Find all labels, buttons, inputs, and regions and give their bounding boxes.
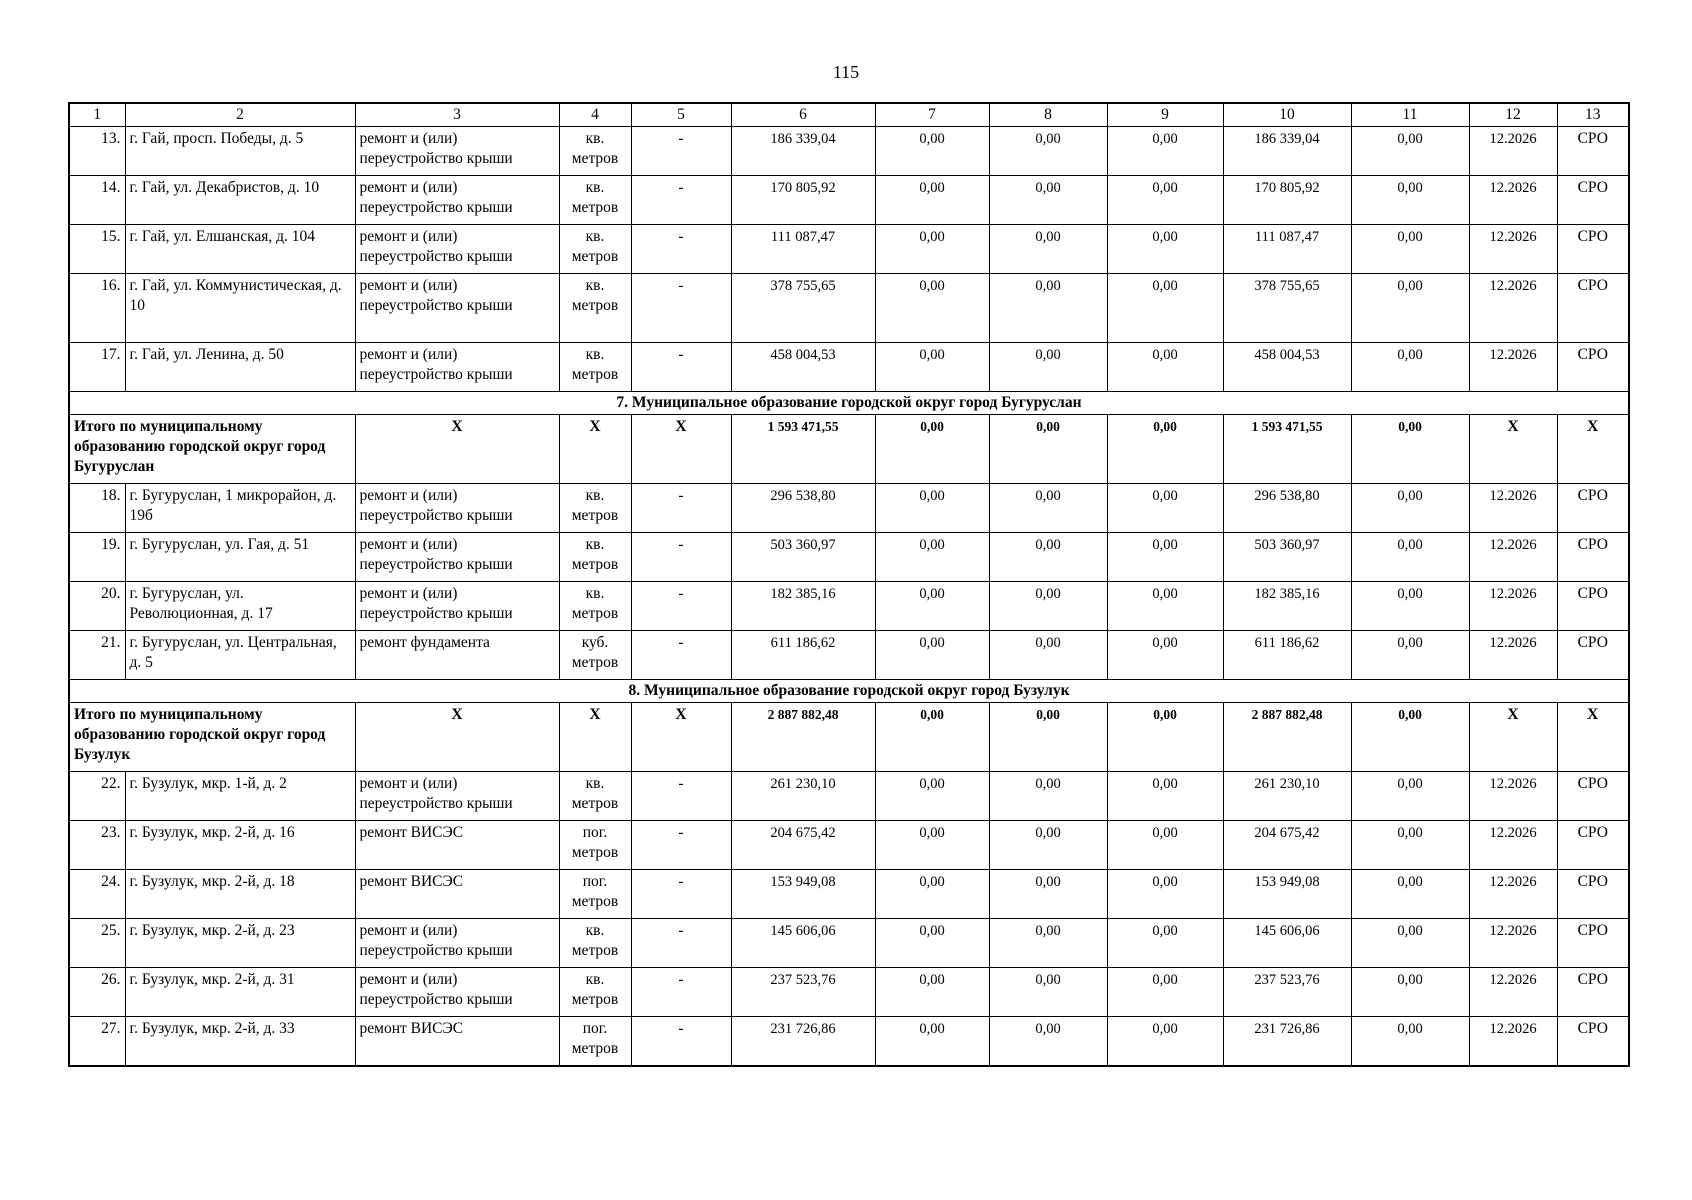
unit-cell: кв. метров	[559, 533, 631, 582]
contractor-cell: СРО	[1557, 484, 1629, 533]
unit-cell: кв. метров	[559, 968, 631, 1017]
unit-cell: кв. метров	[559, 484, 631, 533]
work-type-cell: ремонт и (или) переустройство крыши	[355, 176, 559, 225]
table-row	[69, 919, 1629, 968]
value-cell-8: 0,00	[989, 821, 1107, 870]
value-cell-8: 0,00	[989, 176, 1107, 225]
table-row	[69, 127, 1629, 176]
table-row	[69, 870, 1629, 919]
section-title: 8. Муниципальное образование городской округ город Бузулук	[69, 680, 1629, 703]
column-number: 2	[125, 103, 355, 127]
value-cell-10: 153 949,08	[1223, 870, 1351, 919]
value-cell-8: 0,00	[989, 631, 1107, 680]
section-header-row	[69, 392, 1629, 415]
row-number: 14.	[69, 176, 125, 225]
contractor-cell: СРО	[1557, 127, 1629, 176]
work-type-cell: ремонт и (или) переустройство крыши	[355, 127, 559, 176]
deadline-cell: 12.2026	[1469, 821, 1557, 870]
value-cell-7: 0,00	[875, 1017, 989, 1067]
value-cell-11: 0,00	[1351, 225, 1469, 274]
total-cell-4: X	[559, 415, 631, 484]
value-cell-9: 0,00	[1107, 968, 1223, 1017]
contractor-cell: СРО	[1557, 274, 1629, 343]
address-cell: г. Гай, ул. Декабристов, д. 10	[125, 176, 355, 225]
row-number: 25.	[69, 919, 125, 968]
total-cell-6: 1 593 471,55	[731, 415, 875, 484]
value-cell-9: 0,00	[1107, 821, 1223, 870]
total-row	[69, 415, 1629, 484]
value-cell-6: 145 606,06	[731, 919, 875, 968]
value-cell-7: 0,00	[875, 821, 989, 870]
contractor-cell: СРО	[1557, 343, 1629, 392]
total-cell-10: 1 593 471,55	[1223, 415, 1351, 484]
value-cell-8: 0,00	[989, 274, 1107, 343]
deadline-cell: 12.2026	[1469, 225, 1557, 274]
total-label: Итого по муниципальному образованию городской округ город Бугуруслан	[69, 415, 355, 484]
value-cell-10: 145 606,06	[1223, 919, 1351, 968]
total-cell-5: X	[631, 703, 731, 772]
column-number: 4	[559, 103, 631, 127]
row-number: 24.	[69, 870, 125, 919]
value-cell-11: 0,00	[1351, 582, 1469, 631]
value-cell-5: -	[631, 919, 731, 968]
address-cell: г. Бузулук, мкр. 2-й, д. 16	[125, 821, 355, 870]
value-cell-7: 0,00	[875, 582, 989, 631]
total-cell-13: X	[1557, 415, 1629, 484]
value-cell-6: 503 360,97	[731, 533, 875, 582]
column-number: 12	[1469, 103, 1557, 127]
value-cell-7: 0,00	[875, 533, 989, 582]
address-cell: г. Бузулук, мкр. 2-й, д. 18	[125, 870, 355, 919]
value-cell-5: -	[631, 127, 731, 176]
address-cell: г. Гай, ул. Ленина, д. 50	[125, 343, 355, 392]
unit-cell: кв. метров	[559, 225, 631, 274]
deadline-cell: 12.2026	[1469, 274, 1557, 343]
value-cell-8: 0,00	[989, 870, 1107, 919]
value-cell-11: 0,00	[1351, 127, 1469, 176]
deadline-cell: 12.2026	[1469, 1017, 1557, 1067]
total-cell-4: X	[559, 703, 631, 772]
deadline-cell: 12.2026	[1469, 127, 1557, 176]
work-type-cell: ремонт и (или) переустройство крыши	[355, 343, 559, 392]
row-number: 19.	[69, 533, 125, 582]
value-cell-7: 0,00	[875, 274, 989, 343]
unit-cell: кв. метров	[559, 582, 631, 631]
total-cell-8: 0,00	[989, 415, 1107, 484]
total-cell-3: X	[355, 703, 559, 772]
value-cell-7: 0,00	[875, 968, 989, 1017]
value-cell-8: 0,00	[989, 484, 1107, 533]
value-cell-9: 0,00	[1107, 176, 1223, 225]
work-type-cell: ремонт и (или) переустройство крыши	[355, 274, 559, 343]
value-cell-11: 0,00	[1351, 631, 1469, 680]
value-cell-6: 204 675,42	[731, 821, 875, 870]
table-row	[69, 631, 1629, 680]
value-cell-6: 182 385,16	[731, 582, 875, 631]
total-label: Итого по муниципальному образованию городской округ город Бузулук	[69, 703, 355, 772]
work-type-cell: ремонт и (или) переустройство крыши	[355, 919, 559, 968]
value-cell-9: 0,00	[1107, 225, 1223, 274]
contractor-cell: СРО	[1557, 533, 1629, 582]
value-cell-6: 170 805,92	[731, 176, 875, 225]
contractor-cell: СРО	[1557, 582, 1629, 631]
value-cell-6: 611 186,62	[731, 631, 875, 680]
unit-cell: куб. метров	[559, 631, 631, 680]
value-cell-8: 0,00	[989, 1017, 1107, 1067]
row-number: 13.	[69, 127, 125, 176]
work-type-cell: ремонт и (или) переустройство крыши	[355, 582, 559, 631]
value-cell-8: 0,00	[989, 919, 1107, 968]
value-cell-9: 0,00	[1107, 484, 1223, 533]
table-row	[69, 772, 1629, 821]
unit-cell: кв. метров	[559, 919, 631, 968]
value-cell-11: 0,00	[1351, 821, 1469, 870]
value-cell-10: 458 004,53	[1223, 343, 1351, 392]
work-type-cell: ремонт ВИСЭС	[355, 870, 559, 919]
unit-cell: кв. метров	[559, 343, 631, 392]
value-cell-8: 0,00	[989, 225, 1107, 274]
value-cell-7: 0,00	[875, 772, 989, 821]
row-number: 15.	[69, 225, 125, 274]
value-cell-7: 0,00	[875, 631, 989, 680]
unit-cell: кв. метров	[559, 176, 631, 225]
deadline-cell: 12.2026	[1469, 968, 1557, 1017]
contractor-cell: СРО	[1557, 919, 1629, 968]
value-cell-6: 237 523,76	[731, 968, 875, 1017]
value-cell-5: -	[631, 821, 731, 870]
value-cell-6: 153 949,08	[731, 870, 875, 919]
value-cell-7: 0,00	[875, 870, 989, 919]
table-row	[69, 1017, 1629, 1067]
row-number: 18.	[69, 484, 125, 533]
value-cell-10: 111 087,47	[1223, 225, 1351, 274]
address-cell: г. Бугуруслан, ул. Революционная, д. 17	[125, 582, 355, 631]
value-cell-7: 0,00	[875, 127, 989, 176]
address-cell: г. Бугуруслан, 1 микрорайон, д. 19б	[125, 484, 355, 533]
value-cell-9: 0,00	[1107, 631, 1223, 680]
deadline-cell: 12.2026	[1469, 533, 1557, 582]
contractor-cell: СРО	[1557, 225, 1629, 274]
unit-cell: кв. метров	[559, 274, 631, 343]
contractor-cell: СРО	[1557, 772, 1629, 821]
contractor-cell: СРО	[1557, 968, 1629, 1017]
value-cell-10: 237 523,76	[1223, 968, 1351, 1017]
value-cell-8: 0,00	[989, 343, 1107, 392]
value-cell-6: 296 538,80	[731, 484, 875, 533]
unit-cell: пог. метров	[559, 1017, 631, 1067]
total-cell-9: 0,00	[1107, 415, 1223, 484]
row-number: 20.	[69, 582, 125, 631]
value-cell-11: 0,00	[1351, 870, 1469, 919]
column-number: 11	[1351, 103, 1469, 127]
row-number: 17.	[69, 343, 125, 392]
value-cell-8: 0,00	[989, 772, 1107, 821]
total-cell-10: 2 887 882,48	[1223, 703, 1351, 772]
table-row	[69, 274, 1629, 343]
contractor-cell: СРО	[1557, 1017, 1629, 1067]
value-cell-10: 611 186,62	[1223, 631, 1351, 680]
value-cell-7: 0,00	[875, 343, 989, 392]
value-cell-6: 231 726,86	[731, 1017, 875, 1067]
value-cell-11: 0,00	[1351, 919, 1469, 968]
value-cell-5: -	[631, 582, 731, 631]
value-cell-11: 0,00	[1351, 484, 1469, 533]
table-row	[69, 968, 1629, 1017]
value-cell-6: 111 087,47	[731, 225, 875, 274]
row-number: 27.	[69, 1017, 125, 1067]
contractor-cell: СРО	[1557, 870, 1629, 919]
value-cell-9: 0,00	[1107, 533, 1223, 582]
value-cell-5: -	[631, 225, 731, 274]
value-cell-7: 0,00	[875, 176, 989, 225]
value-cell-10: 204 675,42	[1223, 821, 1351, 870]
value-cell-5: -	[631, 968, 731, 1017]
column-number: 8	[989, 103, 1107, 127]
value-cell-10: 503 360,97	[1223, 533, 1351, 582]
column-number-row	[69, 103, 1629, 127]
address-cell: г. Гай, ул. Коммунистическая, д. 10	[125, 274, 355, 343]
deadline-cell: 12.2026	[1469, 870, 1557, 919]
total-cell-11: 0,00	[1351, 415, 1469, 484]
unit-cell: кв. метров	[559, 127, 631, 176]
table-row	[69, 176, 1629, 225]
total-cell-5: X	[631, 415, 731, 484]
total-cell-8: 0,00	[989, 703, 1107, 772]
value-cell-9: 0,00	[1107, 274, 1223, 343]
table-row	[69, 225, 1629, 274]
value-cell-11: 0,00	[1351, 1017, 1469, 1067]
value-cell-7: 0,00	[875, 225, 989, 274]
value-cell-5: -	[631, 870, 731, 919]
value-cell-7: 0,00	[875, 484, 989, 533]
value-cell-9: 0,00	[1107, 1017, 1223, 1067]
contractor-cell: СРО	[1557, 631, 1629, 680]
value-cell-10: 182 385,16	[1223, 582, 1351, 631]
deadline-cell: 12.2026	[1469, 484, 1557, 533]
row-number: 26.	[69, 968, 125, 1017]
value-cell-11: 0,00	[1351, 772, 1469, 821]
value-cell-11: 0,00	[1351, 968, 1469, 1017]
column-number: 6	[731, 103, 875, 127]
table-row	[69, 533, 1629, 582]
row-number: 21.	[69, 631, 125, 680]
deadline-cell: 12.2026	[1469, 343, 1557, 392]
row-number: 22.	[69, 772, 125, 821]
value-cell-10: 378 755,65	[1223, 274, 1351, 343]
value-cell-7: 0,00	[875, 919, 989, 968]
repair-program-table	[68, 102, 1630, 1067]
value-cell-9: 0,00	[1107, 919, 1223, 968]
address-cell: г. Гай, ул. Елшанская, д. 104	[125, 225, 355, 274]
total-cell-7: 0,00	[875, 415, 989, 484]
value-cell-9: 0,00	[1107, 772, 1223, 821]
table-row	[69, 484, 1629, 533]
section-header-row	[69, 680, 1629, 703]
contractor-cell: СРО	[1557, 176, 1629, 225]
value-cell-9: 0,00	[1107, 343, 1223, 392]
value-cell-11: 0,00	[1351, 176, 1469, 225]
column-number: 9	[1107, 103, 1223, 127]
value-cell-9: 0,00	[1107, 870, 1223, 919]
total-row	[69, 703, 1629, 772]
row-number: 23.	[69, 821, 125, 870]
total-cell-11: 0,00	[1351, 703, 1469, 772]
total-cell-12: X	[1469, 415, 1557, 484]
deadline-cell: 12.2026	[1469, 631, 1557, 680]
value-cell-11: 0,00	[1351, 274, 1469, 343]
value-cell-10: 261 230,10	[1223, 772, 1351, 821]
address-cell: г. Бузулук, мкр. 2-й, д. 33	[125, 1017, 355, 1067]
deadline-cell: 12.2026	[1469, 176, 1557, 225]
value-cell-9: 0,00	[1107, 582, 1223, 631]
value-cell-5: -	[631, 343, 731, 392]
unit-cell: пог. метров	[559, 870, 631, 919]
unit-cell: кв. метров	[559, 772, 631, 821]
deadline-cell: 12.2026	[1469, 582, 1557, 631]
total-cell-9: 0,00	[1107, 703, 1223, 772]
value-cell-8: 0,00	[989, 968, 1107, 1017]
column-number: 3	[355, 103, 559, 127]
page-number: 115	[832, 62, 860, 82]
column-number: 1	[69, 103, 125, 127]
value-cell-10: 296 538,80	[1223, 484, 1351, 533]
value-cell-6: 378 755,65	[731, 274, 875, 343]
address-cell: г. Бузулук, мкр. 2-й, д. 31	[125, 968, 355, 1017]
column-number: 7	[875, 103, 989, 127]
work-type-cell: ремонт ВИСЭС	[355, 821, 559, 870]
value-cell-10: 186 339,04	[1223, 127, 1351, 176]
address-cell: г. Бугуруслан, ул. Гая, д. 51	[125, 533, 355, 582]
work-type-cell: ремонт ВИСЭС	[355, 1017, 559, 1067]
value-cell-9: 0,00	[1107, 127, 1223, 176]
value-cell-5: -	[631, 176, 731, 225]
total-cell-13: X	[1557, 703, 1629, 772]
work-type-cell: ремонт и (или) переустройство крыши	[355, 225, 559, 274]
value-cell-5: -	[631, 533, 731, 582]
total-cell-3: X	[355, 415, 559, 484]
work-type-cell: ремонт и (или) переустройство крыши	[355, 533, 559, 582]
contractor-cell: СРО	[1557, 821, 1629, 870]
total-cell-7: 0,00	[875, 703, 989, 772]
column-number: 10	[1223, 103, 1351, 127]
value-cell-6: 261 230,10	[731, 772, 875, 821]
value-cell-10: 170 805,92	[1223, 176, 1351, 225]
section-title: 7. Муниципальное образование городской округ город Бугуруслан	[69, 392, 1629, 415]
value-cell-6: 186 339,04	[731, 127, 875, 176]
address-cell: г. Бузулук, мкр. 1-й, д. 2	[125, 772, 355, 821]
column-number: 13	[1557, 103, 1629, 127]
address-cell: г. Бугуруслан, ул. Центральная, д. 5	[125, 631, 355, 680]
table-row	[69, 343, 1629, 392]
value-cell-5: -	[631, 274, 731, 343]
table-row	[69, 821, 1629, 870]
total-cell-6: 2 887 882,48	[731, 703, 875, 772]
column-number: 5	[631, 103, 731, 127]
value-cell-8: 0,00	[989, 127, 1107, 176]
work-type-cell: ремонт фундамента	[355, 631, 559, 680]
value-cell-5: -	[631, 1017, 731, 1067]
address-cell: г. Бузулук, мкр. 2-й, д. 23	[125, 919, 355, 968]
total-cell-12: X	[1469, 703, 1557, 772]
value-cell-11: 0,00	[1351, 533, 1469, 582]
work-type-cell: ремонт и (или) переустройство крыши	[355, 484, 559, 533]
work-type-cell: ремонт и (или) переустройство крыши	[355, 772, 559, 821]
table-body	[69, 103, 1629, 1066]
value-cell-6: 458 004,53	[731, 343, 875, 392]
deadline-cell: 12.2026	[1469, 772, 1557, 821]
value-cell-5: -	[631, 484, 731, 533]
value-cell-11: 0,00	[1351, 343, 1469, 392]
value-cell-10: 231 726,86	[1223, 1017, 1351, 1067]
table-row	[69, 582, 1629, 631]
work-type-cell: ремонт и (или) переустройство крыши	[355, 968, 559, 1017]
value-cell-5: -	[631, 772, 731, 821]
value-cell-5: -	[631, 631, 731, 680]
row-number: 16.	[69, 274, 125, 343]
value-cell-8: 0,00	[989, 582, 1107, 631]
unit-cell: пог. метров	[559, 821, 631, 870]
deadline-cell: 12.2026	[1469, 919, 1557, 968]
address-cell: г. Гай, просп. Победы, д. 5	[125, 127, 355, 176]
value-cell-8: 0,00	[989, 533, 1107, 582]
